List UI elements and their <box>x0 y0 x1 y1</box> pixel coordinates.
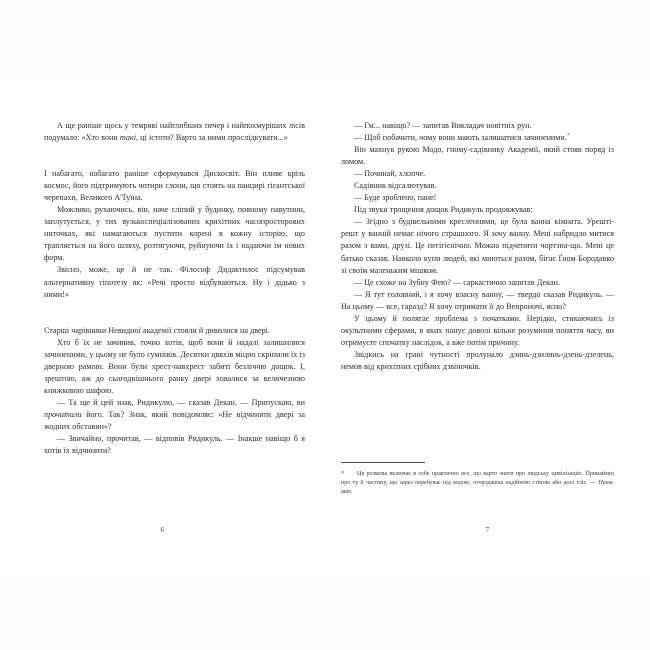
paragraph: — Та ще й цей знак, Ридикулю, — сказав Декан. — Припускаю, ви прочитали його. Так? Знак, який повідомляє: «Не відчиняти двері за жодних обставин»? <box>44 397 305 431</box>
page-number-right: 7 <box>485 525 490 534</box>
paragraph: І набагато, набагато раніше сформувався Дискосвіт. Він пливе крізь космос, його підтримують чотири слони, що стоять на панцирі гігантської черепахи, Великого А'Туїна. <box>44 169 305 203</box>
paragraph: Старші чарівники Невидної академії стояли й дивилися на двері. <box>44 325 270 335</box>
footnote-area <box>341 462 614 497</box>
paragraph: Звісно, може, це й не так. Філософ Дидактилос підсумував альтернативну гіпотезу як: «Речі просто відбуваються. Ну і дідько з ними!» <box>44 265 305 299</box>
footnote-separator-rule <box>341 462 425 463</box>
paragraph: — Згідно з будівельними кресленнями, це була ванна кімната. Урешті-решт у ванній немає нічого страшного. Я хочу ванну. Мені набридло митися разом з вами, друзі. Це негігієнічно. Можна підчепити чортзна-що. Мені це батько сказав. Навколо купи людей, які миються разом, бігає Ґном Бородавко зі своїм маленьким мішком. <box>341 217 615 275</box>
page-number-left: 6 <box>160 525 165 534</box>
page-right <box>325 76 650 576</box>
italic-phrase: прочитали <box>44 409 82 419</box>
paragraph: Можливо, рухаючись, він, наче сліпий у будинку, повному павутини, заплутується, у тих вузькоспеціалізованих крихітних часопросторових ниточках, які намагаються пустити корені в кожну історію, що трапляється на його шляху, розтягуючи, руйнуючи їх і надаючи їм нових форм. <box>44 205 305 263</box>
paragraph: — Починай, хлопче. <box>354 169 426 179</box>
footnote-text: * Ця розмова включає в себе практично все, що варто знати про людську цивілізацію. Принаймні про ту її частину, що зараз перебуває під водою, огороджена надійною стіною або досі тліє. — Прим. авт. <box>341 471 614 496</box>
paragraph: — Звичайно, прочитав, — відповів Ридикуль. — Інакше навіщо б я хотів їх відчинити? <box>44 434 305 456</box>
scan-backdrop-bottom <box>0 576 650 650</box>
paragraph: Звідкись на грані чутності пролунало дзинь-дзилинь-дзень-дзелень, немов від крихітних срібних дзвіночків. <box>341 349 614 371</box>
paragraph: Хто б їх не зачинив, точно хотів, щоб вони й надалі залишилися зачиненими, у цьому не було сумнівів. Десятки цвяхів міцно скріпили їх із дверною рамою. Вони були хрест-навхрест забиті безліччю дощок. І, зрештою, аж до сьогоднішнього ранку двері ховалися за величезною книжковою шафою. <box>44 337 305 395</box>
footnote-reference-marker[interactable]: * <box>566 132 570 139</box>
italic-phrase: Прим. авт. <box>341 480 614 496</box>
text-column-right <box>341 120 614 373</box>
paragraph: А ще раніше щось у темряві найглибших печер і найпохмуріших лісів подумало: «Хто вони такі, ці істоти? Варто за ними прослідкувати...» <box>44 121 305 143</box>
page-left <box>0 76 325 576</box>
paragraph: — Гм... навіщо? — запитав Викладач новітніх рун. <box>354 121 532 130</box>
paragraph: — Щоб побачити, чому вони мають залишатися зачиненими.* <box>354 132 570 143</box>
paragraph: — Я тут головний, і я хочу власну ванну, — твердо сказав Ридикуль. — На цьому — все, гаразд? Я хочу отримати її до Вепроночі, ясно? <box>341 289 614 311</box>
paragraph: Під звуки трощення дощок Ридикуль продовжував: <box>354 205 533 215</box>
italic-phrase: такі <box>119 133 136 143</box>
two-page-spread <box>0 76 650 576</box>
paragraph: — Це схоже на Зубну Фею? — саркастично запитав Декан. <box>354 277 560 287</box>
paragraph: Садівник відсалютував. <box>354 181 437 191</box>
text-column-left <box>44 120 305 457</box>
block-separator <box>44 301 305 325</box>
scan-backdrop-top <box>0 0 650 76</box>
paragraph: Він махнув рукою Модо, гному-садівнику Академії, який стояв поряд із ломом. <box>341 145 614 167</box>
italic-phrase: хочу <box>491 229 507 239</box>
block-separator <box>44 144 305 168</box>
paragraph: У цьому й полягає проблема з початками. Нерідко, стикаючись із окультними сферами, в яких панує доволі вільне розуміння поняття часу, ви отримуєте спочатку наслідок, а вже потім причину. <box>341 313 614 347</box>
footnote-marker: * <box>341 471 345 477</box>
paragraph: — Буде зроблено, пане! <box>354 193 437 203</box>
